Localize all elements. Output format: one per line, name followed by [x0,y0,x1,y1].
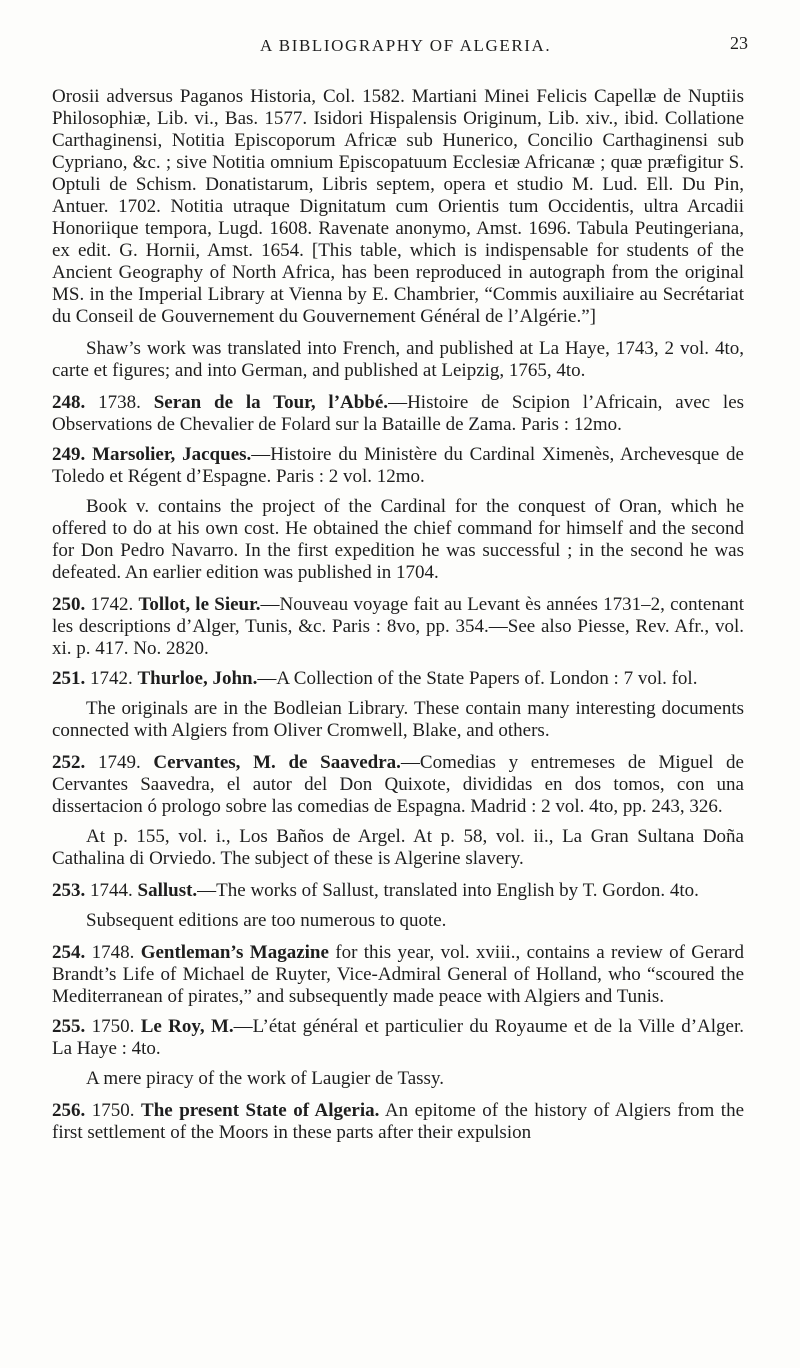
entry-author: Cervantes, M. de Saavedra. [153,752,401,773]
entry-text: —L’état général et particulier du Royaume et de la Ville d’Alger. La Haye : 4to. [52,1016,744,1059]
entry-author: Gentleman’s Magazine [140,942,329,963]
entry-251 [52,668,744,690]
entry-252 [52,752,744,818]
entry-year: 1744. [90,880,133,901]
entry-number: 256. [52,1100,86,1121]
entry-author: Thurloe, John. [137,668,258,689]
entry-year: 1749. [97,752,141,773]
entry-249 [52,444,744,488]
entry-number: 253. [52,880,86,901]
entry-year: 1750. [91,1100,135,1121]
entry-author: Marsolier, Jacques. [92,444,252,465]
entry-year: 1742. [90,594,134,615]
entry-year: 1742. [90,668,133,689]
entry-253 [52,880,744,902]
continued-note: Shaw’s work was translated into French, and published at La Haye, 1743, 2 vol. 4to, carte et figures; and into German, and published at Leipzig, 1765, 4to. [52,338,744,381]
entry-text: —The works of Sallust, translated into English by T. Gordon. 4to. [197,880,699,901]
entry-256 [52,1100,744,1144]
entry-text: —Comedias y entremeses de Miguel de Cervantes Saavedra, el autor del Don Quixote, divididas en dos tomos, con una dissertacion ó prologo sobre las comedias de Espagna. Madrid : 2 vol. 4to, pp. 243, 326. [52,752,744,817]
entry-number: 255. [52,1016,86,1037]
entry-year: 1738. [98,392,141,413]
continued-paragraph: Orosii adversus Paganos Historia, Col. 1582. Martiani Minei Felicis Capellæ de Nuptiis Philosophiæ, Lib. vi., Bas. 1577. Isidori Hispalensis Originum, Lib. xiv., ibid. Collatione Carthaginensi, Notitia Episcoporum Africæ sub Hunerico, Concilio Carthaginensi sub Cypriano, &c. ; sive Notitia omnium Episcopatuum Ecclesiæ Africanæ ; quæ præfigitur S. Optuli de Schism. Donatistarum, Libris septem, opera et studio M. Lud. Ell. Du Pin, Antuer. 1702. Notitia utraque Dignitatum cum Orientis tum Occidentis, ultra Arcadii Honoriique tempora, Lugd. 1608. Ravenate anonymo, Amst. 1696. Tabula Peutingeriana, ex edit. G. Hornii, Amst. 1654. [This table, which is indispensable for students of the Ancient Geography of North Africa, has been reproduced in autograph from the original MS. in the Imperial Library at Vienna by E. Chambrier, “Commis auxiliaire au Secrétariat du Conseil de Gouvernement du Gouvernement Général de l’Algérie.”] [52,86,744,327]
entry-255 [52,1016,744,1060]
entry-248 [52,392,744,436]
entry-author: Le Roy, M. [140,1016,234,1037]
entry-number: 251. [52,668,86,689]
entry-author: Sallust. [137,880,198,901]
entry-author: Seran de la Tour, l’Abbé. [153,392,389,413]
entry-number: 252. [52,752,86,773]
entry-text: for this year, vol. xviii., contains a review of Gerard Brandt’s Life of Michael de Ruyter, Vice-Admiral General of Holland, who “scoured the Mediterranean of pirates,” and subsequently made peace with Algiers and Tunis. [52,942,744,1007]
entry-250 [52,594,744,660]
entry-text: —Nouveau voyage fait au Levant ès années 1731–2, contenant les descriptions d’Alger, Tunis, &c. Paris : 8vo, pp. 354.—See also Piesse, Rev. Afr., vol. xi. p. 417. No. 2820. [52,594,745,659]
entry-number: 248. [52,392,86,413]
entry-number: 249. [52,444,86,465]
entry-note: A mere piracy of the work of Laugier de Tassy. [86,1068,444,1089]
entry-number: 250. [52,594,86,615]
entry-note: Subsequent editions are too numerous to quote. [86,910,447,931]
entry-254 [52,942,744,1008]
entry-text: An epitome of the history of Algiers from the first settlement of the Moors in these parts after their expulsion [52,1100,745,1143]
entry-note: At p. 155, vol. i., Los Baños de Argel. At p. 58, vol. ii., La Gran Sultana Doña Cathalina di Orviedo. The subject of these is Algerine slavery. [52,826,744,869]
entry-number: 254. [52,942,86,963]
entry-year: 1750. [91,1016,135,1037]
entry-text: —Histoire de Scipion l’Africain, avec les Observations de Chevalier de Folard sur la Bataille de Zama. Paris : 12mo. [52,392,745,435]
page-body [52,86,744,1152]
entry-author: The present State of Algeria. [141,1100,380,1121]
page-number: 23 [730,33,748,53]
entry-note: The originals are in the Bodleian Library. These contain many interesting documents connected with Algiers from Oliver Cromwell, Blake, and others. [52,698,744,741]
entry-note: Book v. contains the project of the Cardinal for the conquest of Oran, which he offered to do at his own cost. He obtained the chief command for himself and the second for Don Pedro Navarro. In the first expedition he was successful ; in the second he was defeated. An earlier edition was published in 1704. [52,496,744,583]
entry-text: —A Collection of the State Papers of. London : 7 vol. fol. [257,668,698,689]
entry-year: 1748. [91,942,135,963]
entry-text: —Histoire du Ministère du Cardinal Ximenès, Archevesque de Toledo et Régent d’Espagne. Paris : 2 vol. 12mo. [52,444,744,487]
entry-author: Tollot, le Sieur. [138,594,261,615]
running-title: A BIBLIOGRAPHY OF ALGERIA. [260,36,552,55]
